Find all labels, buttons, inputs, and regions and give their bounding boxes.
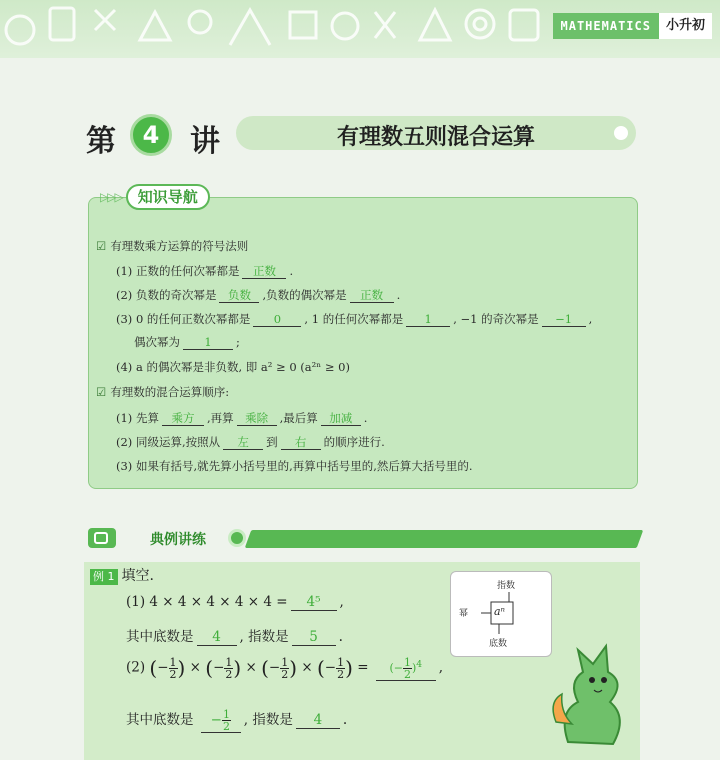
exponent-label: 指数 [497,581,516,591]
examples-bar-fill [245,530,644,548]
rule-text: ,再算 [206,411,234,425]
brand [553,13,713,39]
examples-bar [88,527,640,549]
section-title: 有理数乘方运算的符号法则 [110,239,249,253]
fraction-denominator: 2 [222,720,230,733]
minus-sign: − [268,659,281,676]
rule-text: (2) 负数的奇次幂是 [116,288,217,302]
answer-blank: 1 [406,312,450,327]
answer-blank: 右 [281,435,321,450]
rule-line-4: (4) a 的偶次幂是非负数, 即 a² ≥ 0 (a²ⁿ ≥ 0) [116,360,350,374]
fraction [403,657,412,680]
lecture-title: 有理数五则混合运算 [336,125,535,150]
title-dot [614,126,628,140]
example-tag [90,565,154,585]
answer-blank: 1 [183,335,233,350]
rule-text: 偶次幂为 [134,335,180,349]
brand-en: MATHEMATICS [553,13,659,39]
knowledge-label: 知识导航 [126,184,210,210]
minus-sign: − [157,659,169,676]
times-sign: × [245,659,257,676]
rule-text: 到 [266,435,278,449]
lecture-number-badge: 4 [130,114,172,156]
times-sign: × [301,659,313,676]
question-1: (1) 4 × 4 × 4 × 4 × 4 = 4⁵ , [126,594,344,610]
brand-cn: 小升初 [659,13,712,39]
minus-sign: − [393,661,403,675]
fraction [280,657,289,680]
power-label: 幂 [459,609,469,619]
rule-line-3b: 偶次幂为 1 ; [134,335,240,349]
fraction-numerator: 1 [222,708,230,721]
lecture-suffix: 讲 [190,124,220,159]
top-banner [0,0,720,58]
rule-line-2: (2) 负数的奇次幂是 负数 ,负数的偶次幂是 正数 . [116,288,401,302]
minus-sign: − [213,659,225,676]
fraction-numerator: 1 [403,656,411,669]
question-2: (2) (− $\frac{1}{2}$ ) × (− $\frac{1}{2}$ ) × (− $\frac{1}{2}$ ) × (− $\frac{1}{2}$ ) = (− $\frac{1}{2}$ )$^4$ , [126,655,444,681]
answer-blank: 正数 [242,264,286,279]
lecture-heading [80,112,640,158]
section-title: 有理数的混合运算顺序: [110,385,230,399]
answer-blank: 4 [197,629,237,646]
equals-sign: = [357,659,369,676]
answer-blank: 正数 [350,288,394,303]
rule-text: (1) 先算 [116,411,159,425]
answer-blank [201,709,241,733]
fraction-numerator: 1 [169,655,177,669]
answer-blank: −1 [542,312,586,327]
rule-text: ,负数的偶次幂是 [262,288,347,302]
fraction-denominator: 2 [169,667,177,681]
q2-base-text: 其中底数是 [126,712,194,728]
rule-text: ,最后算 [279,411,318,425]
answer-blank: 5 [292,629,336,646]
knowledge-tag [100,184,210,210]
arrows-icon: ▷▷▷ [100,190,122,204]
order-line-1: (1) 先算 乘方 ,再算 乘除 ,最后算 加减 . [116,411,368,425]
base-label: 底数 [489,639,508,649]
question-2-parts: 其中底数是 − $\frac{1}{2}$ , 指数是 4 . [126,708,348,733]
q2-label: (2) [126,659,146,676]
fraction-numerator: 1 [225,655,233,669]
fraction-numerator: 1 [281,655,289,669]
checkbox-icon: ☑ [96,385,107,399]
rule-line-3: (3) 0 的任何正数次幂都是 0 , 1 的任何次幂都是 1 , −1 的奇次幂是 −1 , [116,312,593,326]
fraction-numerator: 1 [337,655,345,669]
decorative-shapes [0,0,560,58]
rule-text: (2) 同级运算,按照从 [116,435,221,449]
q1-exp-text: , 指数是 [239,629,289,645]
rule-text: (1) 正数的任何次幂都是 [116,264,240,278]
example-prompt: 填空. [121,568,154,584]
order-line-2 [116,434,385,450]
rule-text: , −1 的奇次幂是 [453,312,539,326]
fraction-denominator: 2 [337,667,345,681]
fraction [222,709,231,732]
lecture-prefix: 第 [86,124,116,159]
q1-base-text: 其中底数是 [126,629,194,645]
answer-blank: 负数 [219,288,259,303]
times-sign: × [189,659,201,676]
answer-blank: 乘方 [162,411,204,426]
examples-label: 典例讲练 [150,532,206,548]
lecture-title-bar [236,116,636,150]
fox-mascot-icon [548,632,638,752]
rule-text: 的顺序进行. [323,435,385,449]
fraction [336,657,345,680]
notebook-icon [88,528,116,548]
answer-blank: 左 [223,435,263,450]
fraction-denominator: 2 [403,668,411,681]
minus-sign: − [210,712,222,728]
example-number: 例 1 [90,569,118,585]
fraction [169,657,178,680]
rule-text: , 1 的任何次幂都是 [304,312,404,326]
minus-sign: − [324,659,337,676]
q2-answer-blank: (− $\frac{1}{2}$ )$^4$ [376,657,436,681]
question-1-parts: 其中底数是 4 , 指数是 5 . [126,629,343,645]
gear-icon [228,529,246,547]
answer-blank: 0 [253,312,301,327]
rule-text: (3) 0 的任何正数次幂都是 [116,312,251,326]
section-order [96,384,229,400]
q1-expression: (1) 4 × 4 × 4 × 4 × 4 = [126,594,288,610]
checkbox-icon: ☑ [96,239,107,253]
q2-exponent: 4 [416,658,423,670]
answer-blank: 4 [296,712,340,729]
order-line-3: (3) 如果有括号,就先算小括号里的,再算中括号里的,然后算大括号里的. [116,459,473,473]
answer-blank: 加减 [321,411,361,426]
power-expression: aⁿ [494,605,506,618]
q2-exp-text: , 指数是 [243,712,293,728]
section-sign-rules [96,238,248,254]
fraction-denominator: 2 [225,667,233,681]
answer-blank: 乘除 [237,411,277,426]
fraction-denominator: 2 [281,667,289,681]
power-diagram [450,571,552,657]
answer-blank: 4⁵ [291,594,337,611]
rule-line-1: (1) 正数的任何次幂都是 正数 . [116,264,294,278]
